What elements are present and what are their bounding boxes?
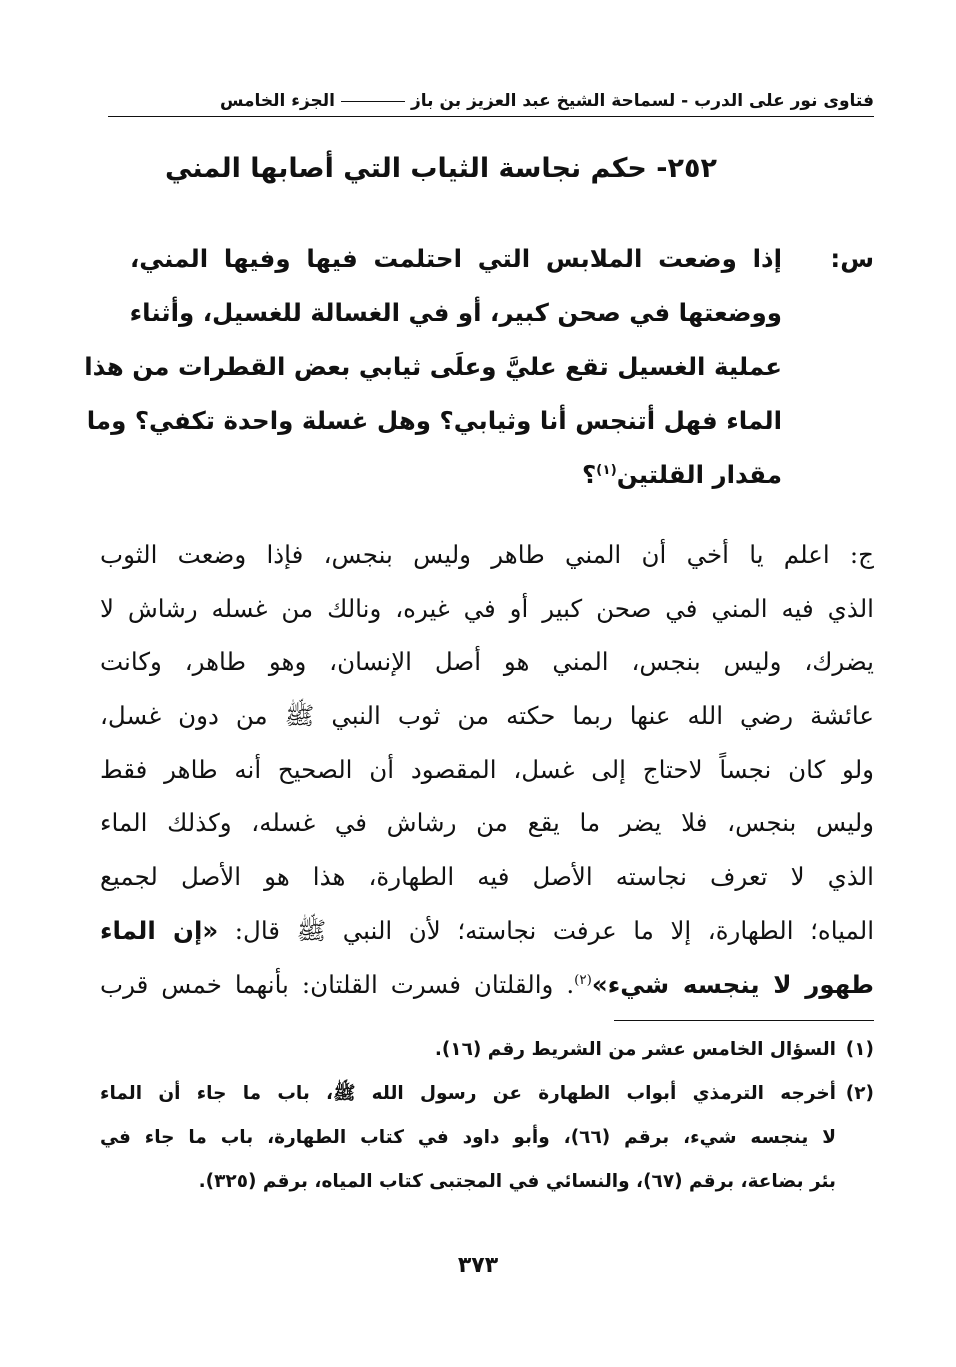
footnote-line: لا ينجسه شيء، برقم (٦٦)، وأبو داود في كتاب الطهارة، باب ما جاء في bbox=[100, 1127, 836, 1148]
question-mark: ؟ bbox=[581, 460, 597, 489]
question-line: الماء فهل أتنجس أنا وثيابي؟ وهل غسلة واحدة تكفي؟ وما bbox=[86, 406, 782, 435]
answer-line: ولو كان نجساً لاحتاج إلى غسل، المقصود أن الصحيح أنه طاهر فقط bbox=[100, 754, 874, 784]
answer-line: وليس بنجس، فلا يضر ما يقع من رشاش في غسله، وكذلك الماء bbox=[100, 808, 874, 838]
question-marker: س: bbox=[830, 244, 874, 273]
footnote-number: (١) bbox=[845, 1039, 874, 1060]
question-line: إذا وضعت الملابس التي احتلمت فيها وفيها المني، bbox=[130, 244, 782, 273]
question-line-text: مقدار القلتين bbox=[616, 460, 782, 489]
footnotes bbox=[100, 1028, 874, 1204]
footnote bbox=[100, 1072, 874, 1204]
question-line: ووضعتها في صحن كبير، أو في الغسالة للغسيل، وأثناء bbox=[129, 298, 782, 327]
question-block bbox=[84, 232, 874, 502]
volume-label: الجزء الخامس bbox=[219, 91, 335, 111]
question-line: عملية الغسيل تقع عليَّ وعلَى ثيابي بعض القطرات من هذا bbox=[84, 352, 782, 381]
footnote-line: أخرجه الترمذي أبواب الطهارة عن رسول الله ﷺ، باب ما جاء أن الماء bbox=[100, 1083, 836, 1104]
running-header bbox=[108, 86, 874, 117]
header-separator bbox=[341, 101, 405, 102]
footnote-line: بئر بضاعة، برقم (٦٧)، والنسائي في المجتبى كتاب المياه، برقم (٣٢٥). bbox=[198, 1171, 836, 1192]
answer-line: الذي فيه المني في صحن كبير أو في غيره، ونالك من غسله رشاش لا bbox=[100, 593, 874, 623]
footnote-divider bbox=[614, 1020, 874, 1021]
footnote bbox=[100, 1028, 874, 1072]
footnote-ref: (١) bbox=[596, 461, 617, 478]
answer-line bbox=[100, 904, 874, 958]
answer-line: الذي لا تعرف نجاسته الأصل فيه الطهارة، هذا هو الأصل لجميع bbox=[100, 862, 874, 892]
answer-line: عائشة رضي الله عنها ربما حكته من ثوب النبي ﷺ من دون غسل، bbox=[100, 701, 874, 731]
hadith-quote: طهور لا ينجسه شيء» bbox=[591, 969, 874, 999]
answer-text: . والقلتان فسرت القلتان: بأنهما خمس قرب bbox=[100, 969, 575, 999]
page-number: ٣٧٣ bbox=[457, 1253, 499, 1278]
footnote-line: السؤال الخامس عشر من الشريط رقم (١٦). bbox=[434, 1039, 836, 1060]
chapter-title: ٢٥٢- حكم نجاسة الثياب التي أصابها المني bbox=[165, 153, 717, 184]
answer-line: يضرك، وليس بنجس، المني هو أصل الإنسان، وهو طاهر، وكانت bbox=[100, 647, 874, 677]
answer-text: المياه؛ الطهارة، إلا ما عرفت نجاسته؛ لأن النبي ﷺ قال: bbox=[234, 915, 874, 945]
footnote-ref: (٢) bbox=[574, 971, 592, 988]
answer-block bbox=[100, 528, 874, 1011]
hadith-quote: «إن الماء bbox=[100, 915, 219, 945]
book-title: فتاوى نور على الدرب - لسماحة الشيخ عبد العزيز بن باز bbox=[411, 91, 874, 111]
footnote-number: (٢) bbox=[845, 1083, 874, 1104]
answer-line bbox=[100, 958, 874, 1012]
answer-line: ج: اعلم يا أخي أن المني طاهر وليس بنجس، فإذا وضعت الثوب bbox=[100, 540, 874, 569]
question-line bbox=[130, 448, 782, 502]
